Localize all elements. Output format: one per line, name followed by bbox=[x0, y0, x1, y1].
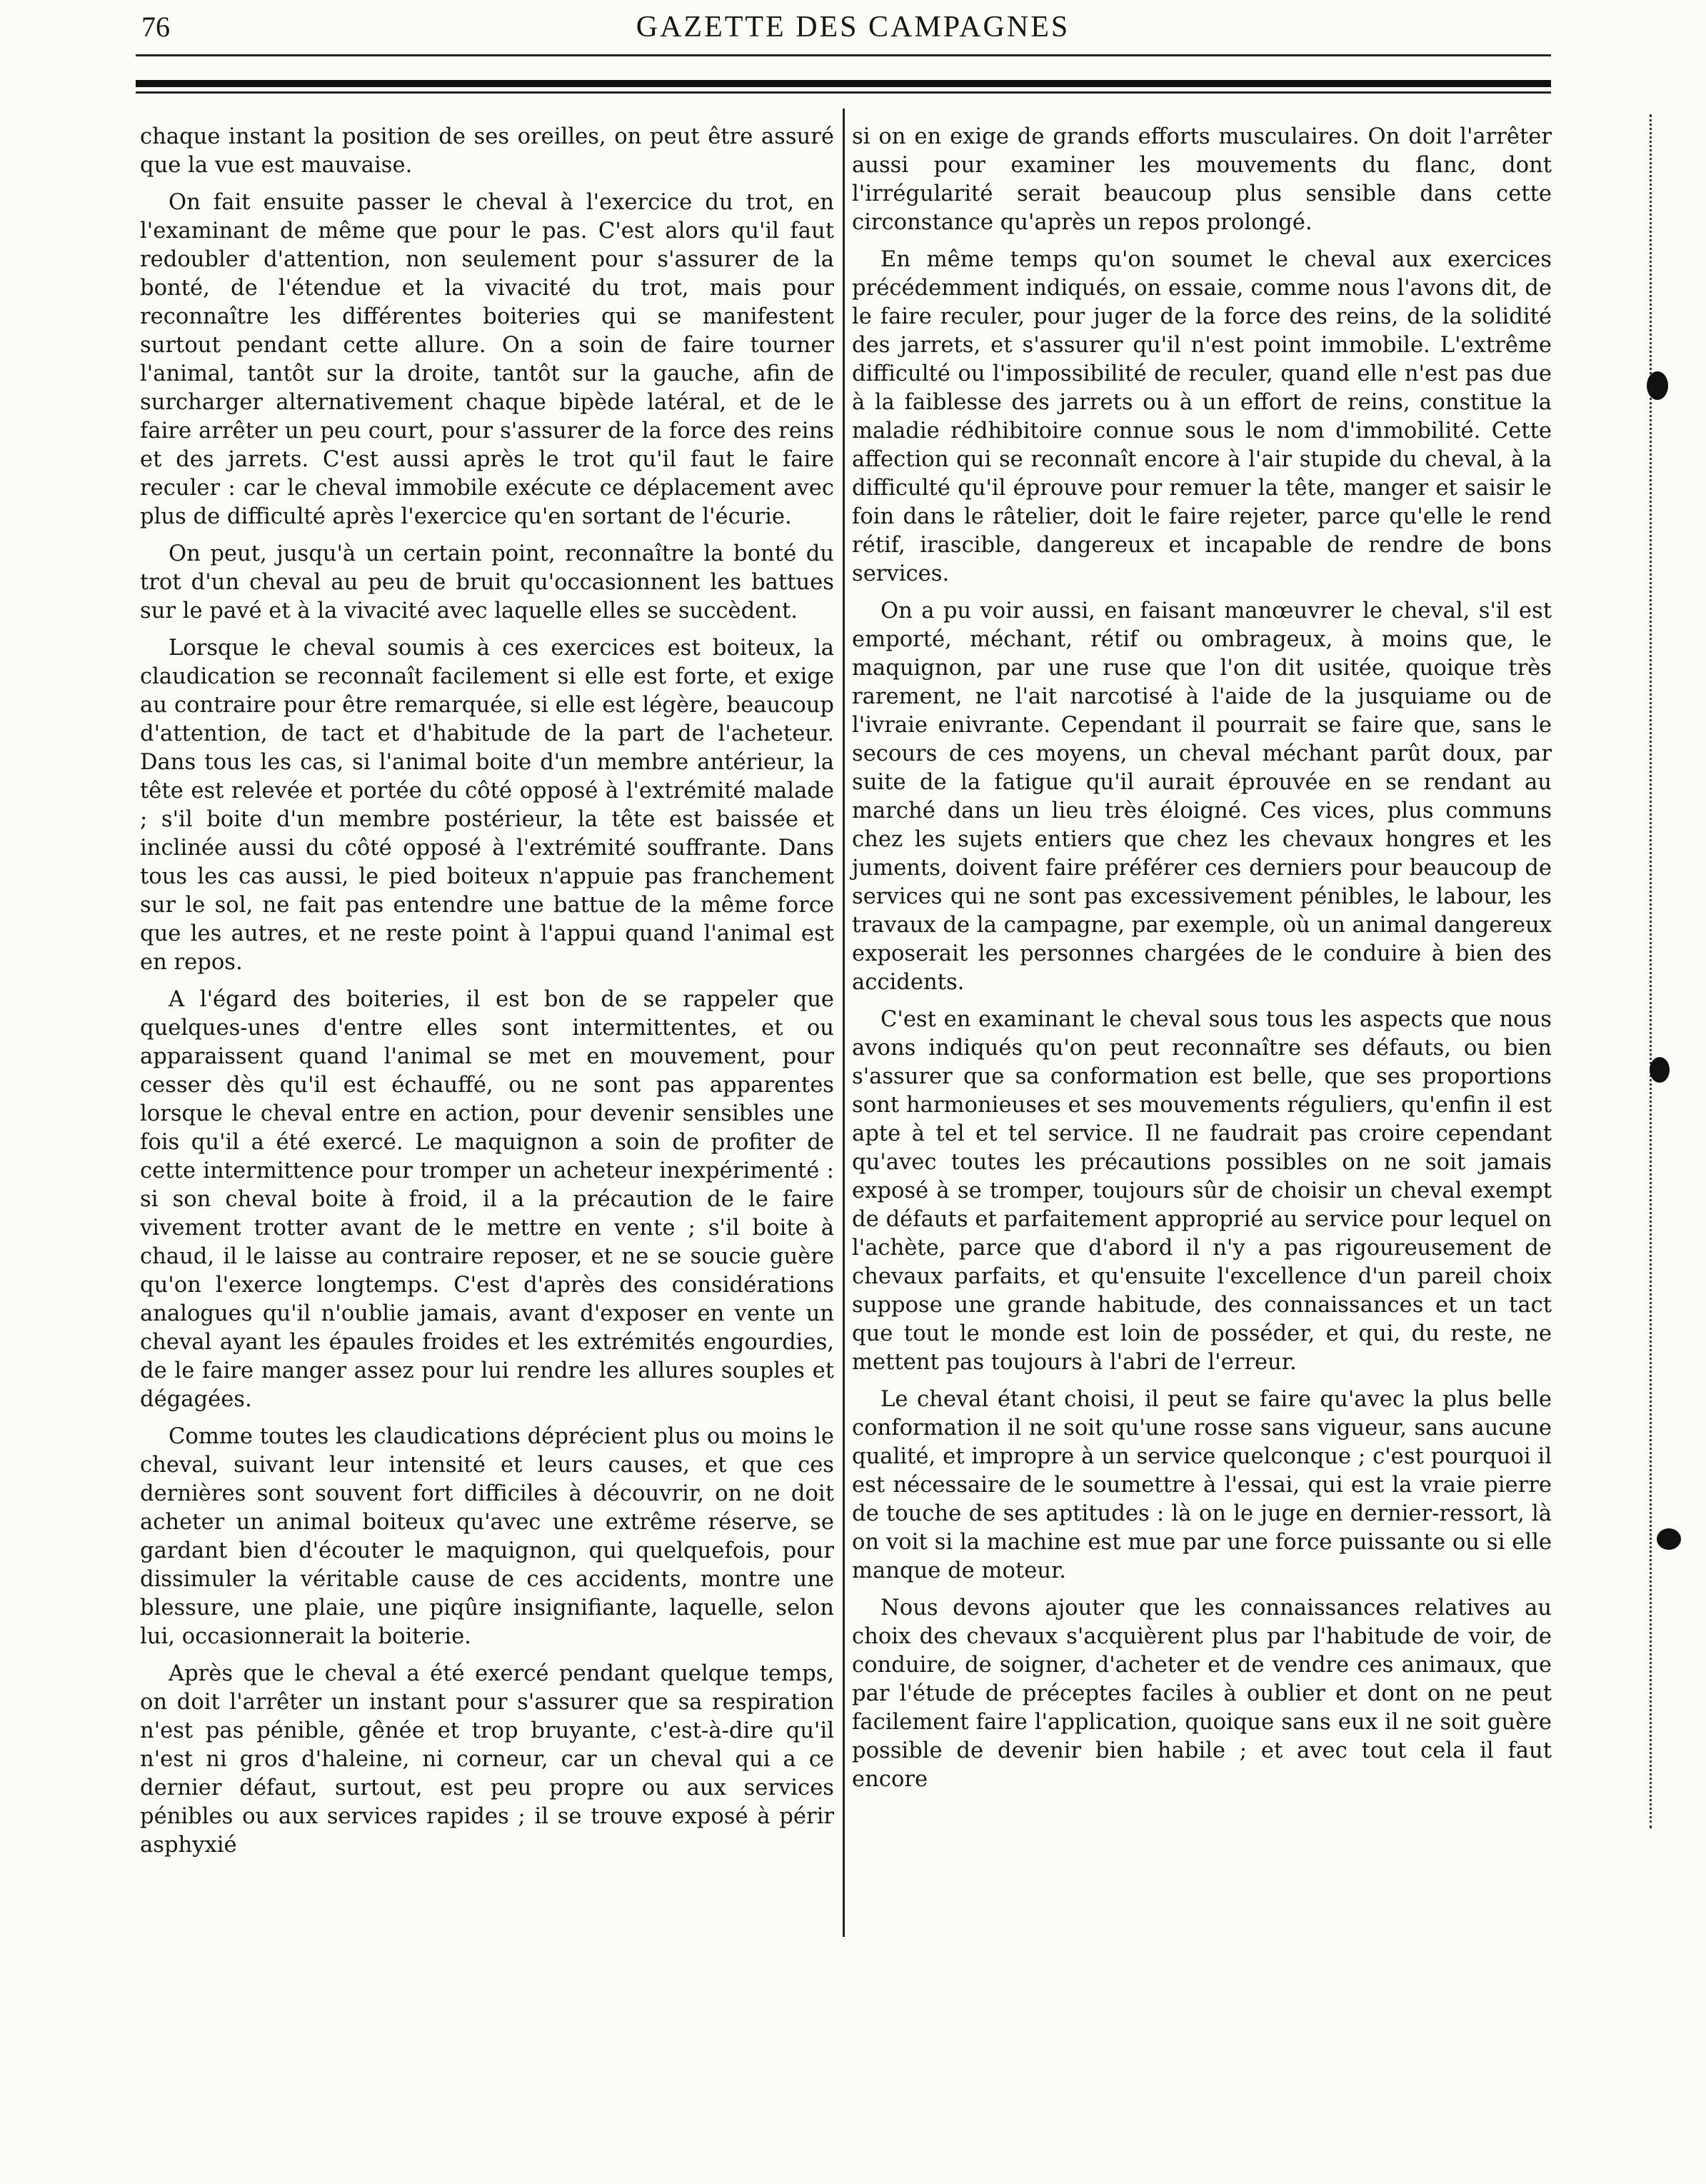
page-number: 76 bbox=[141, 11, 170, 43]
header-rule-under bbox=[136, 91, 1551, 94]
column-divider bbox=[843, 109, 845, 1937]
paragraph: Nous devons ajouter que les connaissances relatives au choix des chevaux s'acquièrent plus par l'habitude de voir, de conduire, de soigner, d'acheter et de vendre ces animaux, que par l'étude de préceptes faciles à oublier et dont on ne peut facilement faire l'application, quoique sans eux il ne soit guère possible de devenir bien habile ; et avec tout cela il faut encore bbox=[852, 1596, 1552, 1792]
paragraph: En même temps qu'on soumet le cheval aux exercices précédemment indiqués, on essaie, comme nous l'avons dit, de le faire reculer, pour juger de la force des reins, de la solidité des jarrets, et s'assurer qu'il n'est point immobile. L'extrême difficulté ou l'impossibilité de reculer, quand elle n'est pas due à la faiblesse des jarrets ou à un effort de reins, constitue la maladie rédhibitoire connue sous le nom d'immobilité. Cette affection qui se reconnaît encore à l'air stupide du cheval, à la difficulté qu'il éprouve pour remuer la tête, manger et saisir le foin dans le râtelier, doit le faire rejeter, parce qu'elle le rend rétif, irascible, dangereux et incapable de rendre de bons services. bbox=[852, 247, 1552, 586]
paragraph: C'est en examinant le cheval sous tous les aspects que nous avons indiqués qu'on peut reconnaître ses défauts, ou bien s'assurer que sa conformation est belle, que ses proportions sont harmonieuses et ses mouvements réguliers, qu'enfin il est apte à tel et tel service. Il ne faudrait pas croire cependant qu'avec toutes les précautions possibles on ne soit jamais exposé à se tromper, toujours sûr de choisir un cheval exempt de défauts et parfaitement approprié au service pour lequel on l'achète, parce que d'abord il n'y a pas rigoureusement de chevaux parfaits, et qu'ensuite l'excellence d'un pareil choix suppose une grande habitude, des connaissances et un tact que tout le monde est loin de posséder, et qui, du reste, ne mettent pas toujours à l'abri de l'erreur. bbox=[852, 1007, 1552, 1375]
column-right bbox=[852, 123, 1552, 1803]
scan-speck bbox=[1647, 371, 1668, 400]
paragraph: On a pu voir aussi, en faisant manœuvrer le cheval, s'il est emporté, méchant, rétif ou ombrageux, à moins que, le maquignon, par une ruse que l'on dit usitée, quoique très rarement, ne l'ait narcotisé à l'aide de la jusquiame ou de l'ivraie enivrante. Cependant il pourrait se faire que, sans le secours de ces moyens, un cheval méchant parût doux, par suite de la fatigue qu'il aurait éprouvée en se rendant au marché dans un lieu très éloigné. Ces vices, plus communs chez les sujets entiers que chez les chevaux hongres et les juments, doivent faire préférer ces derniers pour beaucoup de services qui ne sont pas excessivement pénibles, le labour, les travaux de la campagne, par exemple, où un animal dangereux exposerait les personnes chargées de le conduire à bien des accidents. bbox=[852, 598, 1552, 995]
header-rule-thin bbox=[136, 54, 1551, 56]
paragraph: Après que le cheval a été exercé pendant quelque temps, on doit l'arrêter un instant pour s'assurer que sa respiration n'est pas pénible, gênée et trop bruyante, c'est-à-dire qu'il n'est ni gros d'haleine, ni corneur, car un cheval qui a ce dernier défaut, surtout, est peu propre ou aux services pénibles ou aux services rapides ; il se trouve exposé à périr asphyxié bbox=[140, 1661, 834, 1858]
page-title: GAZETTE DES CAMPAGNES bbox=[636, 11, 1070, 44]
header-rule-thick bbox=[136, 80, 1551, 87]
paragraph: si on en exige de grands efforts musculaires. On doit l'arrêter aussi pour examiner les mouvements du flanc, dont l'irrégularité serait beaucoup plus sensible dans cette circonstance qu'après un repos prolongé. bbox=[852, 124, 1552, 235]
column-left bbox=[140, 123, 834, 1868]
scan-speck bbox=[1650, 1057, 1670, 1083]
paragraph: Lorsque le cheval soumis à ces exercices est boiteux, la claudication se reconnaît facilement si elle est forte, et exige au contraire pour être remarquée, si elle est légère, beaucoup d'attention, de tact et d'habitude de la part de l'acheteur. Dans tous les cas, si l'animal boite d'un membre antérieur, la tête est relevée et portée du côté opposé à l'extrémité malade ; s'il boite d'un membre postérieur, la tête est baissée et inclinée aussi du côté opposé à l'extrémité souffrante. Dans tous les cas aussi, le pied boiteux n'appuie pas franchement sur le sol, ne fait pas entendre une battue de la même force que les autres, et ne reste point à l'appui quand l'animal est en repos. bbox=[140, 636, 834, 975]
paragraph: Comme toutes les claudications déprécient plus ou moins le cheval, suivant leur intensité et leurs causes, et que ces dernières sont souvent fort difficiles à découvrir, on ne doit acheter un animal boiteux qu'avec une extrême réserve, se gardant bien d'écouter le maquignon, qui quelquefois, pour dissimuler la véritable cause de ces accidents, montre une blessure, une plaie, une piqûre insignifiante, laquelle, selon lui, occasionnerait la boiterie. bbox=[140, 1424, 834, 1649]
paragraph: On fait ensuite passer le cheval à l'exercice du trot, en l'examinant de même que pour le pas. C'est alors qu'il faut redoubler d'attention, non seulement pour s'assurer de la bonté, de l'étendue et la vivacité du trot, mais pour reconnaître les différentes boiteries qui se manifestent surtout pendant cette allure. On a soin de faire tourner l'animal, tantôt sur la droite, tantôt sur la gauche, afin de surcharger alternativement chaque bipède latéral, et de le faire arrêter un peu court, pour s'assurer de la force des reins et des jarrets. C'est aussi après le trot qu'il faut le faire reculer : car le cheval immobile exécute ce déplacement avec plus de difficulté après l'exercice qu'en sortant de l'écurie. bbox=[140, 190, 834, 529]
paragraph: Le cheval étant choisi, il peut se faire qu'avec la plus belle conformation il ne soit qu'une rosse sans vigueur, sans aucune qualité, et impropre à un service quelconque ; c'est pourquoi il est nécessaire de le soumettre à l'essai, qui est la vraie pierre de touche de ses aptitudes : là on le juge en dernier-ressort, là on voit si la machine est mue par une force puissante ou si elle manque de moteur. bbox=[852, 1387, 1552, 1583]
paragraph: chaque instant la position de ses oreilles, on peut être assuré que la vue est mauvaise. bbox=[140, 124, 834, 178]
paragraph: On peut, jusqu'à un certain point, reconnaître la bonté du trot d'un cheval au peu de bruit qu'occasionnent les battues sur le pavé et à la vivacité avec laquelle elles se succèdent. bbox=[140, 541, 834, 623]
paragraph: A l'égard des boiteries, il est bon de se rappeler que quelques-unes d'entre elles sont intermittentes, et ou apparaissent quand l'animal se met en mouvement, pour cesser dès qu'il est échauffé, ou ne sont pas apparentes lorsque le cheval entre en action, pour devenir sensibles une fois qu'il a été exercé. Le maquignon a soin de profiter de cette intermittence pour tromper un acheteur inexpérimenté : si son cheval boite à froid, il a la précaution de le faire vivement trotter avant de le mettre en vente ; s'il boite à chaud, il le laisse au contraire reposer, et ne se soucie guère qu'on l'exerce longtemps. C'est d'après des considérations analogues qu'il n'oublie jamais, avant d'exposer en vente un cheval ayant les épaules froides et les extrémités engourdies, de le faire manger assez pour lui rendre les allures souples et dégagées. bbox=[140, 987, 834, 1412]
scan-speck bbox=[1657, 1528, 1681, 1550]
